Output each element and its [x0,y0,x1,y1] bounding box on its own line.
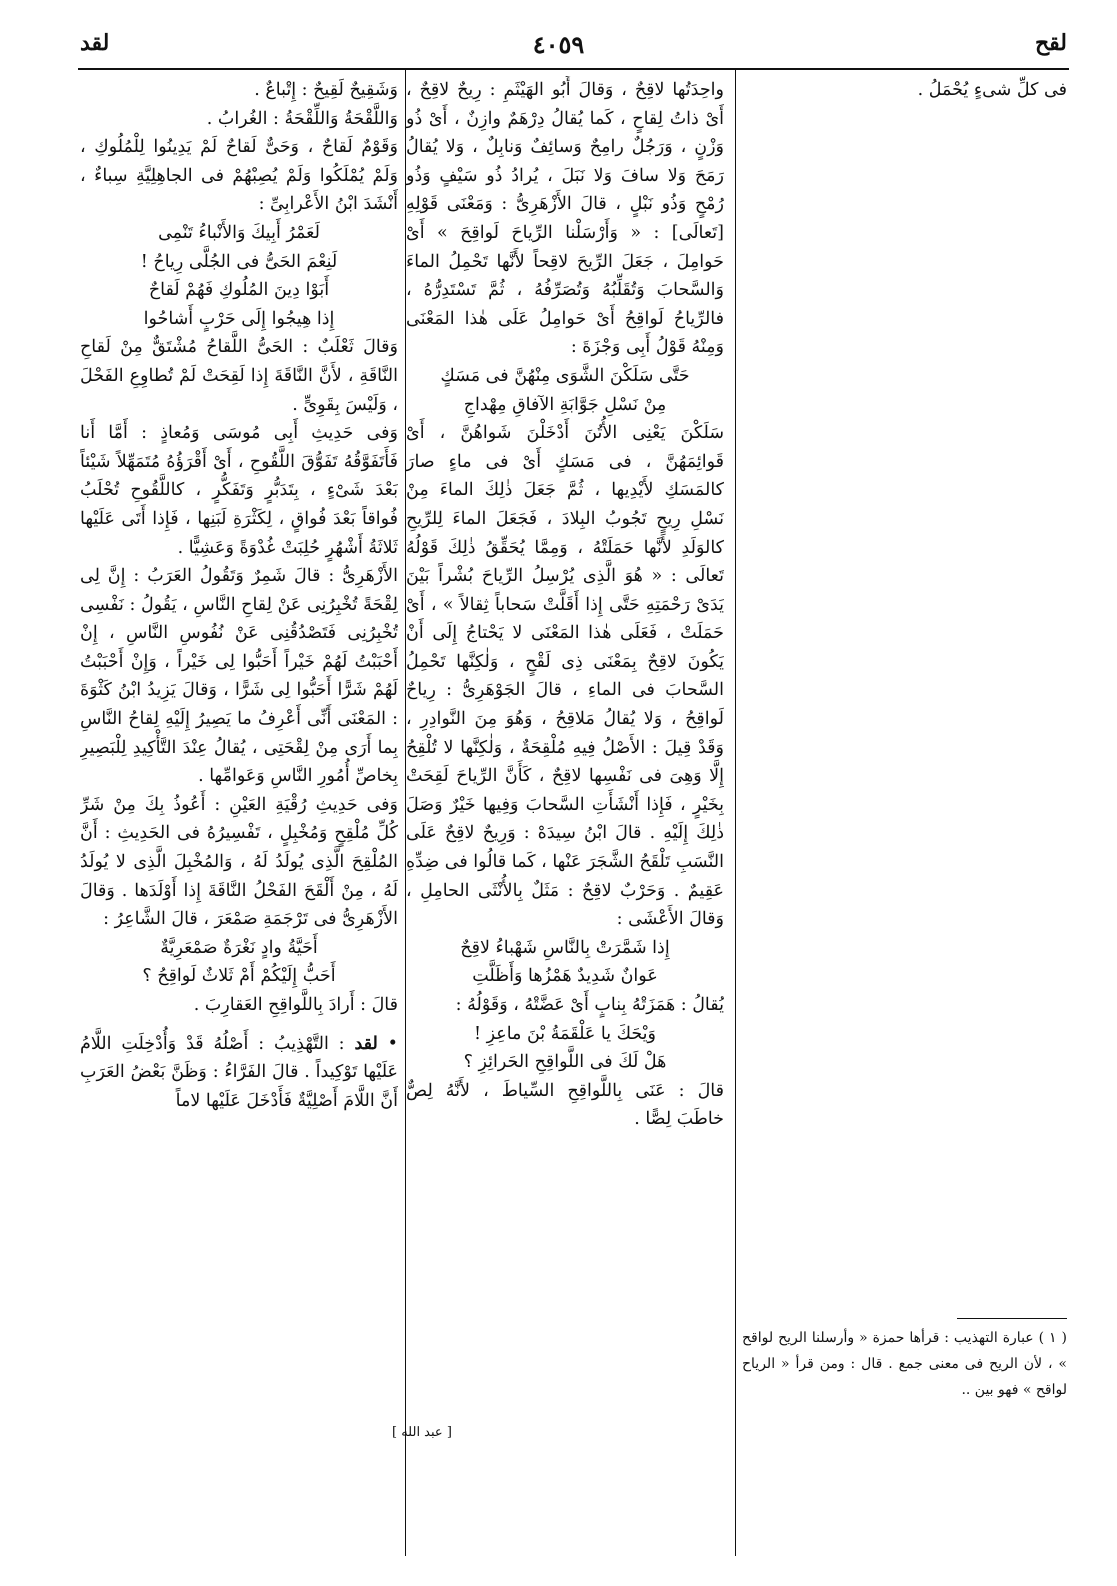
verse-line: عَوانٌ شَدِيدٌ هَمْزُها وَأَظَلَّتِ [472,966,658,987]
footnote: ( ١ ) عبارة التهذيب : قرأها حمزة « وأرسلنا الريح لواقح » ، لأن الريح فى معنى جمع . قال : ومن قرأ « الرياح لواقح » فهو بين .. [742,1330,1067,1398]
paragraph: وَقالَ ثَعْلَبٌ : الحَىُّ اللَّقاحُ مُشْتَقٌّ مِنْ لَقاحِ النَّاقَةِ ، لأَنَّ النَّاقَةَ إِذا لَقِحَتْ لَمْ تُطاوِعِ الفَحْلَ ، وَلَيْسَ بِقَوِىٍّ . [80,337,398,415]
verse-line: أَحَيَّةُ وادٍ نَغْرَةٌ صَمْعَرِيَّةٌ [160,937,318,958]
paragraph: قالَ : أَرادَ بِاللَّواقِحِ العَقارِبَ . [193,995,398,1015]
paragraph: وَشَقِيحٌ لَقِيحٌ : إِتْباعٌ . [254,80,398,100]
verse-line: إِذا هِيجُوا إِلَى حَرْبٍ أَشاحُوا [143,308,335,329]
page-number: ٤٠٥٩ [532,30,585,59]
verse-line: لَنِعْمَ الحَىُّ فى الجُلَّى رِياحُ ! [140,251,338,272]
verse-line: حَتَّى سَلَكْنَ الشَّوَى مِنْهُنَّ فى مَسَكٍ [440,365,690,386]
verse-line: مِنْ نَسْلِ جَوَّابَةِ الآفاقِ مِهْداجِ [463,394,667,415]
entry-text: التَّهْذِيبُ : أَصْلُهُ قَدْ وَأُدْخِلَتِ اللَّامُ عَلَيْها تَوْكِيداً . قالَ الفَرَّاءُ : وَظَنَّ بَعْضُ العَرَبِ أَنَّ اللَّامَ أَصْلِيَّةٌ فَأَدْخَلَ عَلَيْها لاماً [80,1033,398,1111]
paragraph: الأَزْهَرِىُّ : قالَ شَمِرٌ وَتَقُولُ العَرَبُ : إِنَّ لِى لِقْحَةً تُخْبِرُنِى عَنْ لِقاحِ النَّاسِ ، يَقُولُ : نَفْسِى تُخْبِرُنِى فَتَصْدُقُنِى عَنْ نُفُوسِ النَّاسِ ، إِنْ أَحْبَبْتُ لَهُمْ خَيْراً أَحَبُّوا لِى خَيْراً ، وَإِنْ أَحْبَبْتُ لَهُمْ شَرًّا أَحَبُّوا لِى شَرًّا ، وَقالَ يَزِيدُ ابْنُ كَثْوَةَ : المَعْنَى أَنِّى أَعْرِفُ ما يَصِيرُ إِلَيْهِ لِقاحُ النَّاسِ بِما أَرَى مِنْ لِقْحَتِى ، يُقالُ عِنْدَ التَّأْكِيدِ لِلْبَصِيرِ بِخاصِّ أُمُورِ النَّاسِ وَعَوامِّها . [80,566,398,787]
paragraph: وَاللَّقْحَةُ وَاللِّقْحَةُ : الغُرابُ . [206,108,398,129]
running-head-right: لقح [1034,30,1067,56]
footnote-signature: [ عبد الله ] [392,1425,452,1440]
header-rule [78,68,1069,70]
column-left [80,76,398,1556]
entry-paragraph: • لقد : التَّهْذِيبُ : أَصْلُهُ قَدْ وَأُدْخِلَتِ اللَّامُ عَلَيْها تَوْكِيداً . قالَ الفَرَّاءُ : وَظَنَّ بَعْضُ العَرَبِ أَنَّ اللَّامَ أَصْلِيَّةٌ فَأَدْخَلَ عَلَيْها لاماً [80,1033,398,1111]
verse-line: هَلْ لَكَ فى اللَّواقِحِ الحَرائِزِ ؟ [463,1052,667,1073]
verse-line: أَبَوْا دِينَ المُلُوكِ فَهُمْ لَقاحٌ [148,280,330,301]
verse-line: لَعَمْرُ أَبِيكَ وَالأَنْباءُ تَنْمِى [158,222,320,243]
running-head-left: لقد [80,30,110,56]
column-divider [735,70,736,1556]
verse-line: أَحَبُّ إِلَيْكُمْ أَمْ ثَلاثٌ لَواقِحُ ؟ [142,966,336,987]
paragraph: واحِدَتُها لاقِحٌ ، وَقالَ أَبُو الهَيْثَمِ : رِيحٌ لاقِحٌ ، أَىْ ذاتُ لِقاحٍ ، كَما يُقالُ دِرْهَمٌ وازِنٌ ، أَىْ ذُو وَزْنٍ ، وَرَجُلٌ رامِحٌ وَسائِفٌ وَنابِلٌ ، وَلا يُقالُ رَمَحَ وَلا سافَ وَلا نَبَلَ ، يُرادُ ذُو سَيْفٍ وَذُو رُمْحٍ وَذُو نَبْلٍ ، قالَ الأَزْهَرِىُّ : وَمَعْنَى قَوْلِهِ [تَعالَى] : « وَأَرْسَلْنا الرِّياحَ لَواقِحَ » أَىْ حَوامِلَ ، جَعَلَ الرِّيحَ لاقِحاً لأَنَّها تَحْمِلُ الماءَ وَالسَّحابَ وَتُقَلِّبُهُ وَتُصَرِّفُهُ ، ثُمَّ تَسْتَدِرُّهُ ، فالرِّياحُ لَواقِحُ أَىْ حَوامِلُ عَلَى هٰذا المَعْنَى وَمِنْهُ قَوْلُ أَبِى وَجْزَةَ : [406,80,724,358]
column-middle [406,76,724,1556]
entry-headword: لقد [354,1033,378,1054]
verse-line: وَيْحَكَ يا عَلْقَمَةُ بْنَ ماعِزِ ! [474,1023,656,1044]
verse-line: إِذا شَمَّرَتْ بِالنَّاسِ شَهْباءُ لاقِحٌ [460,937,670,958]
paragraph: فى كلِّ شىءٍ يُحْمَلُ . [917,80,1067,100]
footnote-rule [957,1318,1067,1319]
paragraph: قالَ : عَنَى بِاللَّواقِحِ السِّياطَ ، لأَنَّهُ لِصٌّ خاطَبَ لِصًّا . [406,1080,724,1130]
paragraph: وَفى حَدِيثِ رُقْيَةِ العَيْنِ : أَعُوذُ بِكَ مِنْ شَرِّ كُلِّ مُلْقِحٍ وَمُخْبِلٍ ، تَفْسِيرُهُ فى الحَدِيثِ : أَنَّ المُلْقِحَ الَّذِى يُولَدُ لَهُ ، وَالمُخْبِلَ الَّذِى لا يُولَدُ لَهُ ، مِنْ أَلْقَحَ الفَحْلُ النَّاقَةَ إِذا أَوْلَدَها . وَقالَ الأَزْهَرِىُّ فى تَرْجَمَةِ صَمْعَرَ ، قالَ الشَّاعِرُ : [80,794,398,930]
paragraph: يُقالُ : هَمَزَتْهُ بِنابٍ أَىْ عَضَّتْهُ ، وَقَوْلُهُ : [455,995,724,1015]
column-right [742,76,1067,1306]
paragraph: سَلَكْنَ يَعْنِى الأُتُنَ أَدْخَلْنَ شَواهُنَّ ، أَىْ قَوائِمَهُنَّ ، فى مَسَكٍ أَىْ فى ماءٍ صارَ كالمَسَكِ لأَيْدِيها ، ثُمَّ جَعَلَ ذٰلِكَ الماءَ مِنْ نَسْلِ رِيحٍ تَجُوبُ البِلادَ ، فَجَعَلَ الماءَ لِلرِّيحِ كالوَلَدِ لأَنَّها حَمَلَتْهُ ، وَمِمَّا يُحَقِّقُ ذٰلِكَ قَوْلُهُ تَعالَى : « هُوَ الَّذِى يُرْسِلُ الرِّياحَ بُشْراً بَيْنَ يَدَىْ رَحْمَتِهِ حَتَّى إِذا أَقَلَّتْ سَحاباً ثِقالاً » ، أَىْ حَمَلَتْ ، فَعَلَى هٰذا المَعْنَى لا يَحْتاجُ إِلَى أَنْ يَكُونَ لاقِحٌ بِمَعْنَى ذِى لَقْحٍ ، وَلٰكِنَّها تَحْمِلُ السَّحابَ فى الماءِ ، قالَ الجَوْهَرِىُّ : رِياحٌ لَواقِحُ ، وَلا يُقالُ مَلاقِحُ ، وَهُوَ مِنَ النَّوادِرِ ، وَقَدْ قِيلَ : الأَصْلُ فِيهِ مُلْقِحَةٌ ، وَلٰكِنَّها لا تُلْقِحُ إِلَّا وَهِىَ فى نَفْسِها لاقِحٌ ، كَأَنَّ الرِّياحَ لَقِحَتْ بِخَيْرٍ ، فَإِذا أَنْشَأَتِ السَّحابَ وَفِيها خَيْرٌ وَصَلَ ذٰلِكَ إِلَيْهِ . قالَ ابْنُ سِيدَهْ : وَرِيحٌ لاقِحٌ عَلَى النَّسَبِ تَلْقَحُ الشَّجَرَ عَنْها ، كَما قالُوا فى ضِدِّهِ عَقِيمٌ . وَحَرْبٌ لاقِحٌ : مَثَلٌ بِالأُنْثَى الحامِلِ ، وَقالَ الأَعْشَى : [406,423,724,930]
paragraph: وَفى حَدِيثِ أَبِى مُوسَى وَمُعاذٍ : أَمَّا أَنا فَأَتَفَوَّقُهُ تَفَوُّقَ اللَّقُوحِ ، أَىْ أَقْرَؤُهُ مُتَمَهِّلاً شَيْئاً بَعْدَ شَىْءٍ ، بِتَدَبُّرٍ وَتَفَكُّرٍ ، كاللَّقُوحِ تُحْلَبُ فُواقاً بَعْدَ فُواقٍ ، لِكَثْرَةِ لَبَنِها ، فَإِذا أَتَى عَلَيْها ثَلاثَةُ أَشْهُرٍ حُلِبَتْ غُدْوَةً وَعَشِيًّا . [80,423,398,558]
paragraph: وَقَوْمٌ لَقاحٌ ، وَحَىٌّ لَقاحٌ لَمْ يَدِينُوا لِلْمُلُوكِ ، وَلَمْ يُمْلَكُوا وَلَمْ يُصِبْهُمْ فى الجاهِلِيَّةِ سِباءٌ ، أَنْشَدَ ابْنُ الأَعْرابِىِّ : [80,137,398,215]
